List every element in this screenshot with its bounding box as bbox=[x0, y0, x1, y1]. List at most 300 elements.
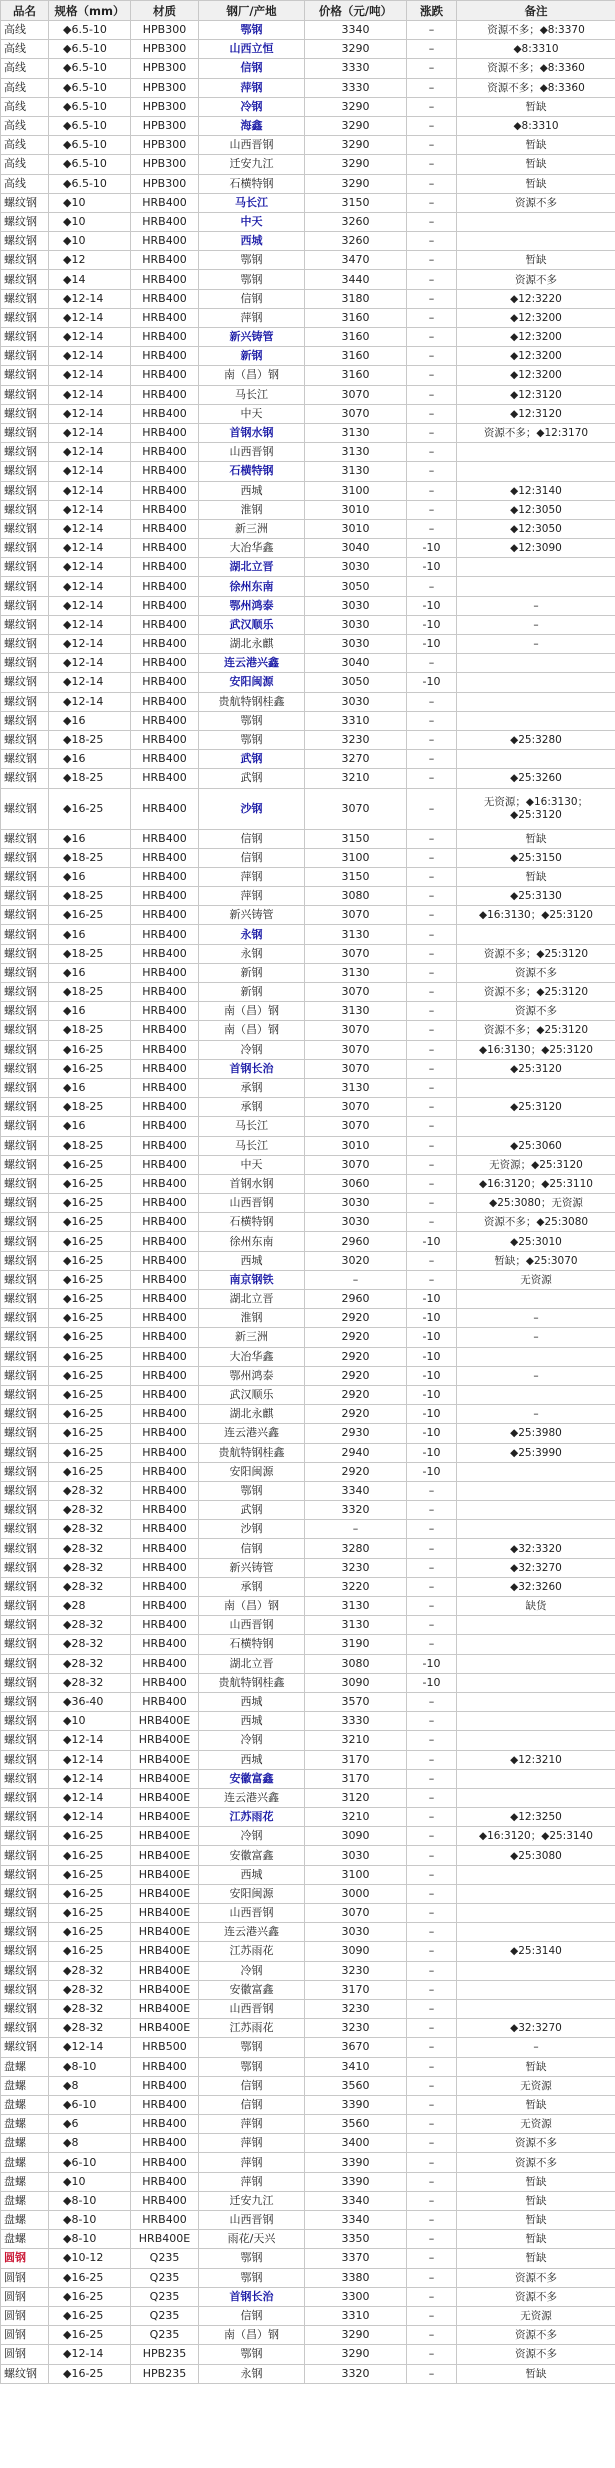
material-cell: HPB300 bbox=[131, 136, 199, 155]
note-cell: 无资源 bbox=[457, 1270, 615, 1289]
product-cell: 螺纹钢 bbox=[1, 1385, 49, 1404]
mill-cell: 新兴铸管 bbox=[199, 1558, 305, 1577]
table-body bbox=[1, 21, 615, 2384]
table-row bbox=[1, 1827, 615, 1846]
price-cell: 3470 bbox=[305, 251, 407, 270]
product-cell: 螺纹钢 bbox=[1, 867, 49, 886]
change-cell: – bbox=[407, 116, 457, 135]
mill-cell[interactable]: 永钢 bbox=[199, 925, 305, 944]
spec-cell: ◆6-10 bbox=[49, 2153, 131, 2172]
mill-cell: 江苏雨花 bbox=[199, 2019, 305, 2038]
material-cell: HRB400 bbox=[131, 1040, 199, 1059]
material-cell: HRB400E bbox=[131, 1999, 199, 2018]
product-cell: 高线 bbox=[1, 174, 49, 193]
product-cell: 螺纹钢 bbox=[1, 1942, 49, 1961]
spec-cell: ◆12-14 bbox=[49, 577, 131, 596]
mill-cell[interactable]: 南京钢铁 bbox=[199, 1270, 305, 1289]
material-cell: HRB400E bbox=[131, 1769, 199, 1788]
product-cell: 螺纹钢 bbox=[1, 1194, 49, 1213]
product-cell: 螺纹钢 bbox=[1, 1827, 49, 1846]
table-row bbox=[1, 1462, 615, 1481]
change-cell: – bbox=[407, 251, 457, 270]
mill-cell: 鄂钢 bbox=[199, 2038, 305, 2057]
table-row bbox=[1, 539, 615, 558]
product-cell: 螺纹钢 bbox=[1, 577, 49, 596]
table-row bbox=[1, 2153, 615, 2172]
mill-cell[interactable]: 徐州东南 bbox=[199, 577, 305, 596]
product-cell: 螺纹钢 bbox=[1, 270, 49, 289]
mill-cell: 中天 bbox=[199, 404, 305, 423]
material-cell: HRB400 bbox=[131, 1328, 199, 1347]
change-cell: – bbox=[407, 2153, 457, 2172]
note-cell bbox=[457, 1865, 615, 1884]
table-row bbox=[1, 1309, 615, 1328]
price-cell: 3070 bbox=[305, 788, 407, 829]
material-cell: HRB400E bbox=[131, 1980, 199, 1999]
material-cell: HRB400 bbox=[131, 769, 199, 788]
table-row bbox=[1, 1385, 615, 1404]
change-cell: -10 bbox=[407, 1424, 457, 1443]
material-cell: HRB400 bbox=[131, 983, 199, 1002]
change-cell: – bbox=[407, 193, 457, 212]
header-spec: 规格（mm） bbox=[49, 1, 131, 21]
price-cell: 3070 bbox=[305, 385, 407, 404]
change-cell: – bbox=[407, 848, 457, 867]
price-cell: 3070 bbox=[305, 906, 407, 925]
material-cell: HRB400 bbox=[131, 906, 199, 925]
note-cell: – bbox=[457, 635, 615, 654]
mill-cell[interactable]: 安徽富鑫 bbox=[199, 1769, 305, 1788]
table-row bbox=[1, 174, 615, 193]
material-cell: Q235 bbox=[131, 2249, 199, 2268]
product-cell: 盘螺 bbox=[1, 2211, 49, 2230]
price-cell: 3560 bbox=[305, 2076, 407, 2095]
change-cell: – bbox=[407, 385, 457, 404]
product-cell: 螺纹钢 bbox=[1, 2364, 49, 2383]
table-row bbox=[1, 1577, 615, 1596]
change-cell: – bbox=[407, 867, 457, 886]
price-cell: 3670 bbox=[305, 2038, 407, 2057]
note-cell: ◆25:3980 bbox=[457, 1424, 615, 1443]
note-cell: 暂缺 bbox=[457, 2095, 615, 2114]
spec-cell: ◆12-14 bbox=[49, 539, 131, 558]
spec-cell: ◆10 bbox=[49, 193, 131, 212]
table-row bbox=[1, 558, 615, 577]
price-cell: 3230 bbox=[305, 730, 407, 749]
mill-cell[interactable]: 鄂州鸿泰 bbox=[199, 596, 305, 615]
price-cell: 3010 bbox=[305, 1136, 407, 1155]
price-cell: 3290 bbox=[305, 97, 407, 116]
change-cell: -10 bbox=[407, 558, 457, 577]
note-cell: ◆12:3220 bbox=[457, 289, 615, 308]
material-cell: HRB400 bbox=[131, 654, 199, 673]
material-cell: HRB400 bbox=[131, 829, 199, 848]
mill-cell[interactable]: 武汉顺乐 bbox=[199, 615, 305, 634]
spec-cell: ◆16 bbox=[49, 711, 131, 730]
note-cell: 资源不多；◆8:3360 bbox=[457, 78, 615, 97]
product-cell: 螺纹钢 bbox=[1, 635, 49, 654]
price-cell: 2920 bbox=[305, 1385, 407, 1404]
mill-cell: 南（昌）钢 bbox=[199, 1597, 305, 1616]
table-row bbox=[1, 1117, 615, 1136]
change-cell: – bbox=[407, 270, 457, 289]
mill-cell: 信钢 bbox=[199, 2306, 305, 2325]
material-cell: HRB500 bbox=[131, 2038, 199, 2057]
change-cell: – bbox=[407, 1827, 457, 1846]
material-cell: HRB400 bbox=[131, 1443, 199, 1462]
spec-cell: ◆16-25 bbox=[49, 1251, 131, 1270]
spec-cell: ◆12-14 bbox=[49, 328, 131, 347]
note-cell: ◆25:3060 bbox=[457, 1136, 615, 1155]
change-cell: – bbox=[407, 1942, 457, 1961]
spec-cell: ◆6.5-10 bbox=[49, 174, 131, 193]
spec-cell: ◆12-14 bbox=[49, 308, 131, 327]
mill-cell[interactable]: 马长江 bbox=[199, 193, 305, 212]
product-cell: 螺纹钢 bbox=[1, 673, 49, 692]
price-cell: 3570 bbox=[305, 1692, 407, 1711]
spec-cell: ◆8-10 bbox=[49, 2057, 131, 2076]
note-cell: 资源不多 bbox=[457, 2287, 615, 2306]
product-cell: 盘螺 bbox=[1, 2115, 49, 2134]
price-cell: – bbox=[305, 1520, 407, 1539]
change-cell: – bbox=[407, 2057, 457, 2076]
table-row bbox=[1, 462, 615, 481]
note-cell: 暂缺 bbox=[457, 174, 615, 193]
spec-cell: ◆12-14 bbox=[49, 1788, 131, 1807]
spec-cell: ◆10 bbox=[49, 232, 131, 251]
product-cell: 圆钢 bbox=[1, 2287, 49, 2306]
price-cell: 2940 bbox=[305, 1443, 407, 1462]
price-cell: 2920 bbox=[305, 1347, 407, 1366]
note-cell: ◆25:3080；无资源 bbox=[457, 1194, 615, 1213]
mill-cell: 鄂钢 bbox=[199, 1481, 305, 1500]
product-cell: 螺纹钢 bbox=[1, 462, 49, 481]
table-row bbox=[1, 1290, 615, 1309]
price-cell: 3030 bbox=[305, 615, 407, 634]
change-cell: – bbox=[407, 829, 457, 848]
product-cell: 螺纹钢 bbox=[1, 1731, 49, 1750]
material-cell: HRB400 bbox=[131, 692, 199, 711]
material-cell: HRB400 bbox=[131, 251, 199, 270]
note-cell: 无资源；◆25:3120 bbox=[457, 1155, 615, 1174]
price-cell: 3270 bbox=[305, 750, 407, 769]
note-cell bbox=[457, 925, 615, 944]
spec-cell: ◆16 bbox=[49, 1117, 131, 1136]
price-cell: 3130 bbox=[305, 925, 407, 944]
product-cell: 高线 bbox=[1, 78, 49, 97]
spec-cell: ◆16-25 bbox=[49, 2326, 131, 2345]
table-row bbox=[1, 2230, 615, 2249]
mill-cell[interactable]: 鄂钢 bbox=[199, 21, 305, 40]
table-row bbox=[1, 2115, 615, 2134]
table-row bbox=[1, 97, 615, 116]
price-cell: 3100 bbox=[305, 1865, 407, 1884]
change-cell: – bbox=[407, 423, 457, 442]
spec-cell: ◆16-25 bbox=[49, 1865, 131, 1884]
product-cell: 螺纹钢 bbox=[1, 519, 49, 538]
mill-cell[interactable]: 信钢 bbox=[199, 59, 305, 78]
note-cell: 资源不多 bbox=[457, 270, 615, 289]
material-cell: HRB400 bbox=[131, 1347, 199, 1366]
product-cell: 高线 bbox=[1, 97, 49, 116]
table-row bbox=[1, 1750, 615, 1769]
note-cell: ◆25:3280 bbox=[457, 730, 615, 749]
note-cell: 缺货 bbox=[457, 1597, 615, 1616]
mill-cell[interactable]: 连云港兴鑫 bbox=[199, 654, 305, 673]
note-cell: 资源不多；◆25:3120 bbox=[457, 983, 615, 1002]
material-cell: HRB400E bbox=[131, 1846, 199, 1865]
change-cell: – bbox=[407, 1002, 457, 1021]
material-cell: HRB400 bbox=[131, 519, 199, 538]
table-row bbox=[1, 423, 615, 442]
product-cell: 螺纹钢 bbox=[1, 289, 49, 308]
table-row bbox=[1, 78, 615, 97]
price-cell: 3410 bbox=[305, 2057, 407, 2076]
mill-cell[interactable]: 中天 bbox=[199, 212, 305, 231]
mill-cell: 新兴铸管 bbox=[199, 906, 305, 925]
material-cell: HRB400 bbox=[131, 673, 199, 692]
spec-cell: ◆12-14 bbox=[49, 1769, 131, 1788]
header-row bbox=[1, 1, 615, 21]
price-cell: 3150 bbox=[305, 193, 407, 212]
material-cell: HPB300 bbox=[131, 78, 199, 97]
material-cell: HRB400 bbox=[131, 1309, 199, 1328]
note-cell: 无资源 bbox=[457, 2115, 615, 2134]
spec-cell: ◆16-25 bbox=[49, 1827, 131, 1846]
table-row bbox=[1, 2364, 615, 2383]
price-cell: 3130 bbox=[305, 1616, 407, 1635]
mill-cell[interactable]: 江苏雨花 bbox=[199, 1808, 305, 1827]
spec-cell: ◆8 bbox=[49, 2076, 131, 2095]
product-cell: 螺纹钢 bbox=[1, 1558, 49, 1577]
change-cell: – bbox=[407, 577, 457, 596]
note-cell bbox=[457, 1904, 615, 1923]
mill-cell: 山西晋钢 bbox=[199, 443, 305, 462]
mill-cell: 湖北立晋 bbox=[199, 1290, 305, 1309]
spec-cell: ◆16-25 bbox=[49, 2268, 131, 2287]
table-row bbox=[1, 1558, 615, 1577]
spec-cell: ◆16 bbox=[49, 867, 131, 886]
change-cell: – bbox=[407, 1999, 457, 2018]
table-row bbox=[1, 1616, 615, 1635]
note-cell: ◆12:3200 bbox=[457, 328, 615, 347]
mill-cell: 信钢 bbox=[199, 2095, 305, 2114]
note-cell bbox=[457, 711, 615, 730]
material-cell: HRB400 bbox=[131, 366, 199, 385]
note-cell: ◆12:3050 bbox=[457, 500, 615, 519]
mill-cell: 西城 bbox=[199, 481, 305, 500]
material-cell: HPB235 bbox=[131, 2345, 199, 2364]
mill-cell: 石横特钢 bbox=[199, 1635, 305, 1654]
mill-cell[interactable]: 沙钢 bbox=[199, 788, 305, 829]
mill-cell[interactable]: 安阳闽源 bbox=[199, 673, 305, 692]
mill-cell[interactable]: 首钢长治 bbox=[199, 1059, 305, 1078]
table-row bbox=[1, 887, 615, 906]
table-row bbox=[1, 635, 615, 654]
spec-cell: ◆28-32 bbox=[49, 2019, 131, 2038]
material-cell: HRB400 bbox=[131, 925, 199, 944]
table-row bbox=[1, 1904, 615, 1923]
product-cell: 螺纹钢 bbox=[1, 1865, 49, 1884]
change-cell: – bbox=[407, 136, 457, 155]
price-cell: 3050 bbox=[305, 673, 407, 692]
note-cell: 暂缺 bbox=[457, 2191, 615, 2210]
table-row bbox=[1, 596, 615, 615]
price-cell: 3290 bbox=[305, 2326, 407, 2345]
change-cell: -10 bbox=[407, 615, 457, 634]
mill-cell[interactable]: 湖北立晋 bbox=[199, 558, 305, 577]
change-cell: – bbox=[407, 2306, 457, 2325]
price-cell: 3180 bbox=[305, 289, 407, 308]
table-row bbox=[1, 2134, 615, 2153]
product-cell: 螺纹钢 bbox=[1, 308, 49, 327]
mill-cell: 永钢 bbox=[199, 2364, 305, 2383]
mill-cell: 鄂钢 bbox=[199, 270, 305, 289]
spec-cell: ◆16-25 bbox=[49, 1059, 131, 1078]
table-row bbox=[1, 1059, 615, 1078]
price-cell: 3310 bbox=[305, 2306, 407, 2325]
material-cell: HRB400 bbox=[131, 867, 199, 886]
mill-cell[interactable]: 西城 bbox=[199, 232, 305, 251]
note-cell: ◆16:3130；◆25:3120 bbox=[457, 906, 615, 925]
note-cell bbox=[457, 1501, 615, 1520]
spec-cell: ◆16-25 bbox=[49, 1424, 131, 1443]
mill-cell[interactable]: 萍钢 bbox=[199, 78, 305, 97]
note-cell: 无资源；◆16:3130；◆25:3120 bbox=[457, 788, 615, 829]
table-row bbox=[1, 1328, 615, 1347]
material-cell: HRB400 bbox=[131, 1366, 199, 1385]
note-cell: – bbox=[457, 596, 615, 615]
material-cell: HRB400 bbox=[131, 1635, 199, 1654]
product-cell: 螺纹钢 bbox=[1, 887, 49, 906]
spec-cell: ◆36-40 bbox=[49, 1692, 131, 1711]
mill-cell: 安阳闽源 bbox=[199, 1462, 305, 1481]
table-row bbox=[1, 1174, 615, 1193]
note-cell: 暂缺 bbox=[457, 136, 615, 155]
product-cell: 螺纹钢 bbox=[1, 1769, 49, 1788]
material-cell: HRB400 bbox=[131, 1290, 199, 1309]
change-cell: – bbox=[407, 2287, 457, 2306]
price-cell: 3170 bbox=[305, 1769, 407, 1788]
spec-cell: ◆12-14 bbox=[49, 404, 131, 423]
table-row bbox=[1, 692, 615, 711]
product-cell: 圆钢 bbox=[1, 2326, 49, 2345]
product-cell: 圆钢 bbox=[1, 2306, 49, 2325]
product-cell: 螺纹钢 bbox=[1, 2019, 49, 2038]
mill-cell: 湖北永麒 bbox=[199, 635, 305, 654]
note-cell: 资源不多；◆25:3120 bbox=[457, 1021, 615, 1040]
note-cell: 暂缺 bbox=[457, 2172, 615, 2191]
change-cell: -10 bbox=[407, 1405, 457, 1424]
change-cell: – bbox=[407, 308, 457, 327]
price-cell: 3130 bbox=[305, 1002, 407, 1021]
mill-cell: 湖北永麒 bbox=[199, 1405, 305, 1424]
price-cell: 3120 bbox=[305, 1788, 407, 1807]
change-cell: – bbox=[407, 1750, 457, 1769]
table-row bbox=[1, 1923, 615, 1942]
change-cell: – bbox=[407, 769, 457, 788]
product-cell: 螺纹钢 bbox=[1, 1232, 49, 1251]
material-cell: HRB400 bbox=[131, 404, 199, 423]
mill-cell[interactable]: 冷钢 bbox=[199, 97, 305, 116]
table-row bbox=[1, 116, 615, 135]
change-cell: – bbox=[407, 1040, 457, 1059]
mill-cell: 首钢水钢 bbox=[199, 1174, 305, 1193]
note-cell: 资源不多；◆8:3360 bbox=[457, 59, 615, 78]
note-cell: 资源不多 bbox=[457, 193, 615, 212]
note-cell: ◆12:3090 bbox=[457, 539, 615, 558]
change-cell: -10 bbox=[407, 1654, 457, 1673]
mill-cell: 冷钢 bbox=[199, 1827, 305, 1846]
material-cell: HPB300 bbox=[131, 97, 199, 116]
mill-cell: 南（昌）钢 bbox=[199, 366, 305, 385]
spec-cell: ◆18-25 bbox=[49, 1098, 131, 1117]
spec-cell: ◆28-32 bbox=[49, 1616, 131, 1635]
mill-cell: 鄂钢 bbox=[199, 2057, 305, 2076]
mill-cell[interactable]: 武钢 bbox=[199, 750, 305, 769]
spec-cell: ◆16 bbox=[49, 829, 131, 848]
table-row bbox=[1, 1539, 615, 1558]
note-cell: ◆32:3260 bbox=[457, 1577, 615, 1596]
mill-cell[interactable]: 首钢长治 bbox=[199, 2287, 305, 2306]
price-cell: 3330 bbox=[305, 78, 407, 97]
price-cell: 3090 bbox=[305, 1673, 407, 1692]
material-cell: Q235 bbox=[131, 2287, 199, 2306]
material-cell: HRB400 bbox=[131, 1098, 199, 1117]
material-cell: HRB400 bbox=[131, 481, 199, 500]
price-cell: 3390 bbox=[305, 2153, 407, 2172]
table-row bbox=[1, 1769, 615, 1788]
price-cell: 3130 bbox=[305, 1597, 407, 1616]
table-row bbox=[1, 2345, 615, 2364]
price-cell: 3380 bbox=[305, 2268, 407, 2287]
mill-cell[interactable]: 石横特钢 bbox=[199, 462, 305, 481]
table-row bbox=[1, 59, 615, 78]
table-row bbox=[1, 1999, 615, 2018]
mill-cell: 雨花/天兴 bbox=[199, 2230, 305, 2249]
spec-cell: ◆28 bbox=[49, 1597, 131, 1616]
spec-cell: ◆12-14 bbox=[49, 635, 131, 654]
spec-cell: ◆16-25 bbox=[49, 1232, 131, 1251]
spec-cell: ◆10 bbox=[49, 1712, 131, 1731]
price-cell: 3390 bbox=[305, 2172, 407, 2191]
mill-cell[interactable]: 海鑫 bbox=[199, 116, 305, 135]
material-cell: HRB400 bbox=[131, 1692, 199, 1711]
mill-cell: 萍钢 bbox=[199, 887, 305, 906]
mill-cell: 山西晋钢 bbox=[199, 1194, 305, 1213]
change-cell: – bbox=[407, 1692, 457, 1711]
mill-cell[interactable]: 山西立恒 bbox=[199, 40, 305, 59]
spec-cell: ◆12-14 bbox=[49, 423, 131, 442]
price-cell: 3130 bbox=[305, 423, 407, 442]
material-cell: HRB400 bbox=[131, 558, 199, 577]
mill-cell: 贵航特钢桂鑫 bbox=[199, 692, 305, 711]
note-cell: ◆12:3120 bbox=[457, 385, 615, 404]
price-cell: 3070 bbox=[305, 404, 407, 423]
mill-cell[interactable]: 首钢水钢 bbox=[199, 423, 305, 442]
table-row bbox=[1, 1213, 615, 1232]
note-cell bbox=[457, 1712, 615, 1731]
change-cell: – bbox=[407, 654, 457, 673]
mill-cell[interactable]: 新兴铸管 bbox=[199, 328, 305, 347]
change-cell: – bbox=[407, 232, 457, 251]
mill-cell[interactable]: 新钢 bbox=[199, 347, 305, 366]
change-cell: – bbox=[407, 1597, 457, 1616]
product-cell: 螺纹钢 bbox=[1, 347, 49, 366]
mill-cell: 山西晋钢 bbox=[199, 1904, 305, 1923]
price-cell: 3280 bbox=[305, 1539, 407, 1558]
table-row bbox=[1, 673, 615, 692]
